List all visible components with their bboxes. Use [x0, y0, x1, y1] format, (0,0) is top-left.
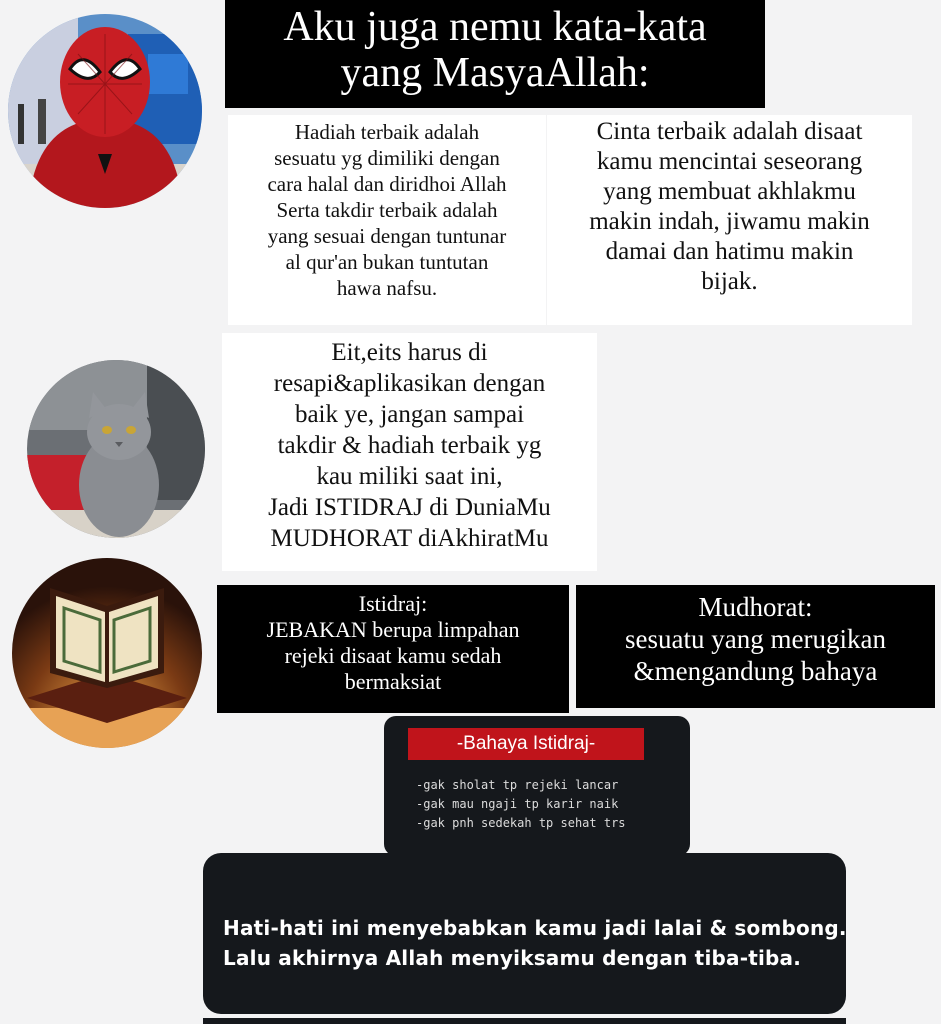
heading-line-1: Aku juga nemu kata-kata [283, 4, 707, 50]
istidraj-line: rejeki disaat kamu sedah [284, 643, 502, 668]
danger-list-item: -gak sholat tp rejeki lancar [416, 778, 619, 792]
reminder-line: kau miliki saat ini, [316, 463, 503, 490]
istidraj-definition [217, 585, 569, 713]
istidraj-line: JEBAKAN berupa limpahan [266, 617, 520, 642]
reminder-line: resapi&aplikasikan dengan [273, 370, 546, 397]
warning-box [203, 853, 846, 1014]
cat-avatar [27, 360, 205, 538]
quote-left-line: hawa nafsu. [336, 276, 438, 300]
reminder-line: Eit,eits harus di [331, 339, 488, 366]
bottom-strip [203, 1018, 846, 1024]
heading-box [225, 0, 765, 108]
quote-right-line: kamu mencintai seseorang [596, 148, 863, 175]
quote-left-line: al qur'an bukan tuntutan [285, 250, 489, 274]
quote-right [547, 115, 912, 325]
mudhorat-line: &mengandung bahaya [633, 656, 878, 686]
heading-line-2: yang MasyaAllah: [340, 50, 650, 96]
mudhorat-line: sesuatu yang merugikan [625, 624, 886, 654]
quote-left-line: yang sesuai dengan tuntunar [267, 224, 507, 248]
quote-right-line: damai dan hatimu makin [605, 238, 854, 265]
reminder-line: Jadi ISTIDRAJ di DuniaMu [268, 494, 551, 521]
warning-line-2: Lalu akhirnya Allah menyiksamu dengan tiba-tiba. [223, 946, 802, 970]
danger-list-item: -gak pnh sedekah tp sehat trs [416, 816, 626, 830]
reminder-text [222, 333, 597, 571]
quote-right-line: yang membuat akhlakmu [603, 178, 856, 205]
quote-left-line: Serta takdir terbaik adalah [276, 198, 498, 222]
quran-avatar [12, 558, 202, 748]
quote-left-line: Hadiah terbaik adalah [294, 120, 480, 144]
mudhorat-line: Mudhorat: [698, 592, 813, 622]
istidraj-line: Istidraj: [358, 591, 428, 616]
spiderman-avatar [8, 14, 202, 208]
quote-left-line: sesuatu yg dimiliki dengan [274, 146, 500, 170]
warning-line-1: Hati-hati ini menyebabkan kamu jadi lalai & sombong. [223, 916, 847, 940]
danger-panel-title: -Bahaya Istidraj- [408, 728, 644, 760]
reminder-line: MUDHORAT diAkhiratMu [270, 525, 549, 552]
quote-left-line: cara halal dan diridhoi Allah [267, 172, 507, 196]
reminder-line: baik ye, jangan sampai [294, 401, 525, 428]
reminder-line: takdir & hadiah terbaik yg [277, 432, 542, 459]
mudhorat-definition [576, 585, 935, 708]
danger-list [416, 776, 626, 833]
danger-list-item: -gak mau ngaji tp karir naik [416, 797, 619, 811]
istidraj-line: bermaksiat [344, 669, 442, 694]
quote-right-line: makin indah, jiwamu makin [589, 208, 870, 235]
quote-left [228, 115, 546, 325]
danger-panel [384, 716, 690, 856]
quote-right-line: Cinta terbaik adalah disaat [596, 118, 863, 145]
quote-right-line: bijak. [701, 268, 758, 295]
